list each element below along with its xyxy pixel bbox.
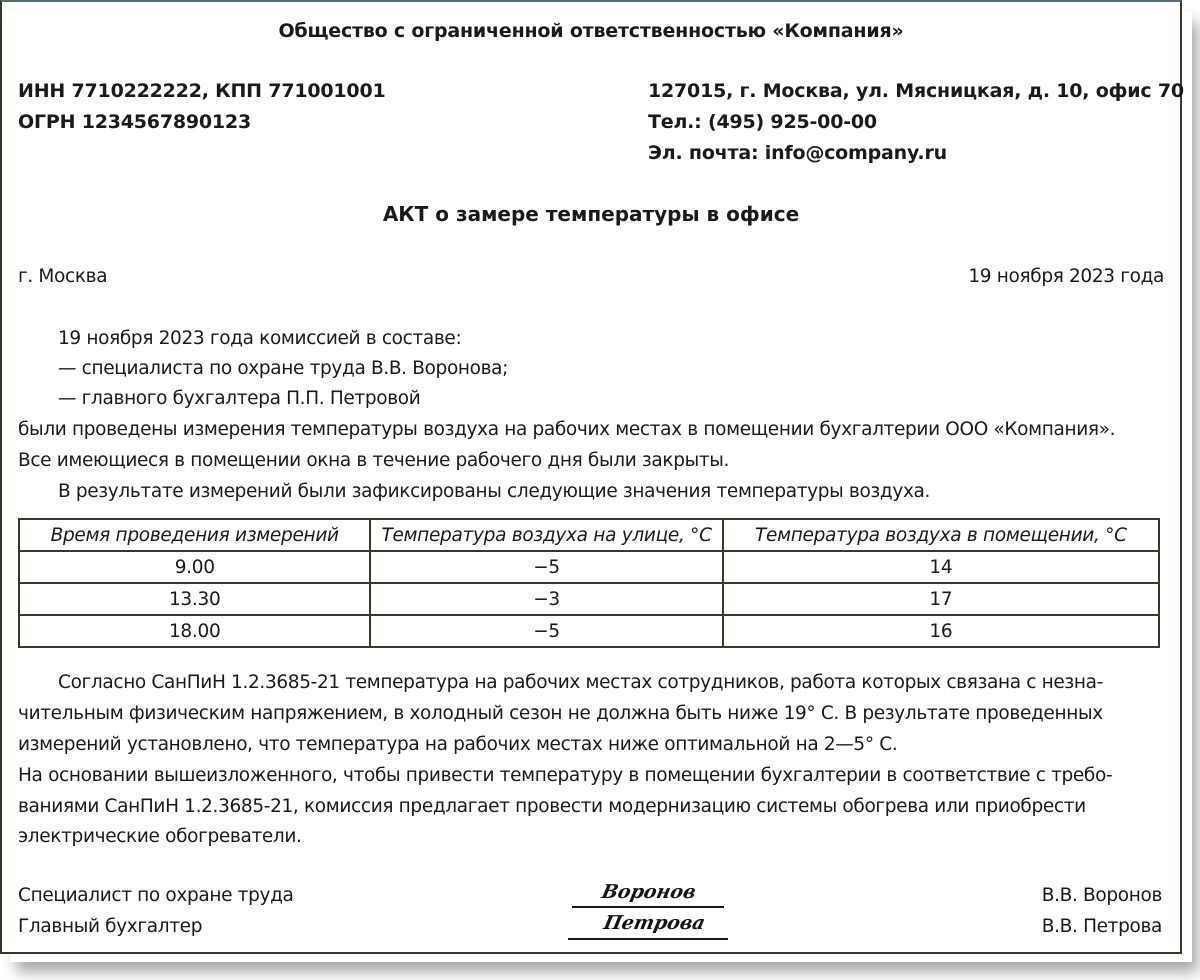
- signature-line: [568, 938, 728, 940]
- signatory-name: В.В. Воронов: [1041, 885, 1162, 906]
- column-header-outdoor-temp: Температура воздуха на улице, °С: [370, 519, 722, 551]
- measurements-table: [18, 518, 1160, 648]
- intro-line: 19 ноября 2023 года комиссией в составе:: [58, 328, 462, 349]
- signatory-position: Главный бухгалтер: [18, 916, 203, 937]
- company-phone: Тел.: (495) 925-00-00: [648, 111, 877, 133]
- cell-outdoor-temp: −3: [370, 583, 722, 615]
- organization-name: Общество с ограниченной ответственностью «Компания»: [278, 20, 904, 42]
- conclusion-line: электрические обогреватели.: [18, 826, 302, 847]
- intro-line: были проведены измерения температуры воздуха на рабочих местах в помещении бухгалтерии ООО «Компания».: [18, 419, 1116, 440]
- signature-line: [572, 906, 724, 908]
- column-header-time: Время проведения измерений: [19, 519, 370, 551]
- cell-outdoor-temp: −5: [370, 551, 722, 583]
- table-header-row: [19, 519, 1159, 551]
- conclusion-line: измерений установлено, что температура на рабочих местах ниже оптимальной на 2—5° С.: [18, 734, 898, 755]
- table-row: [19, 615, 1159, 647]
- cell-outdoor-temp: −5: [370, 615, 722, 647]
- conclusion-line: Согласно СанПиН 1.2.3685-21 температура на рабочих местах сотрудников, работа которых связана с незна-: [58, 672, 1103, 693]
- commission-member: — специалиста по охране труда В.В. Воронова;: [58, 358, 509, 379]
- conclusion-line: На основании вышеизложенного, чтобы привести температуру в помещении бухгалтерии в соответствие с требо-: [18, 765, 1113, 786]
- document-date: 19 ноября 2023 года: [968, 266, 1164, 287]
- conclusion-line: ваниями СанПиН 1.2.3685-21, комиссия предлагает провести модернизацию системы обогрева или приобрести: [18, 796, 1086, 817]
- signature-petrova: Петрова: [601, 912, 708, 934]
- ogrn: ОГРН 1234567890123: [18, 111, 251, 133]
- cell-time: 9.00: [19, 551, 370, 583]
- signatory-name: В.В. Петрова: [1041, 916, 1162, 937]
- cell-indoor-temp: 16: [723, 615, 1159, 647]
- company-address: 127015, г. Москва, ул. Мясницкая, д. 10, офис 70: [648, 80, 1184, 102]
- signature-voronov: Воронов: [599, 881, 699, 903]
- cell-time: 18.00: [19, 615, 370, 647]
- table-row: [19, 551, 1159, 583]
- cell-indoor-temp: 14: [723, 551, 1159, 583]
- signatory-position: Специалист по охране труда: [18, 885, 294, 906]
- table-row: [19, 583, 1159, 615]
- inn-kpp: ИНН 7710222222, КПП 771001001: [18, 80, 386, 102]
- document-place: г. Москва: [18, 266, 108, 287]
- company-email: Эл. почта: info@company.ru: [648, 142, 947, 164]
- intro-line: Все имеющиеся в помещении окна в течение рабочего дня были закрыты.: [18, 450, 730, 471]
- cell-time: 13.30: [19, 583, 370, 615]
- conclusion-line: чительным физическим напряжением, в холодный сезон не должна быть ниже 19° С. В результате проведенных: [18, 703, 1103, 724]
- document-title: АКТ о замере температуры в офисе: [382, 202, 800, 226]
- cell-indoor-temp: 17: [723, 583, 1159, 615]
- commission-member: — главного бухгалтера П.П. Петровой: [58, 388, 421, 409]
- intro-line: В результате измерений были зафиксированы следующие значения температуры воздуха.: [58, 481, 931, 502]
- column-header-indoor-temp: Температура воздуха в помещении, °С: [723, 519, 1159, 551]
